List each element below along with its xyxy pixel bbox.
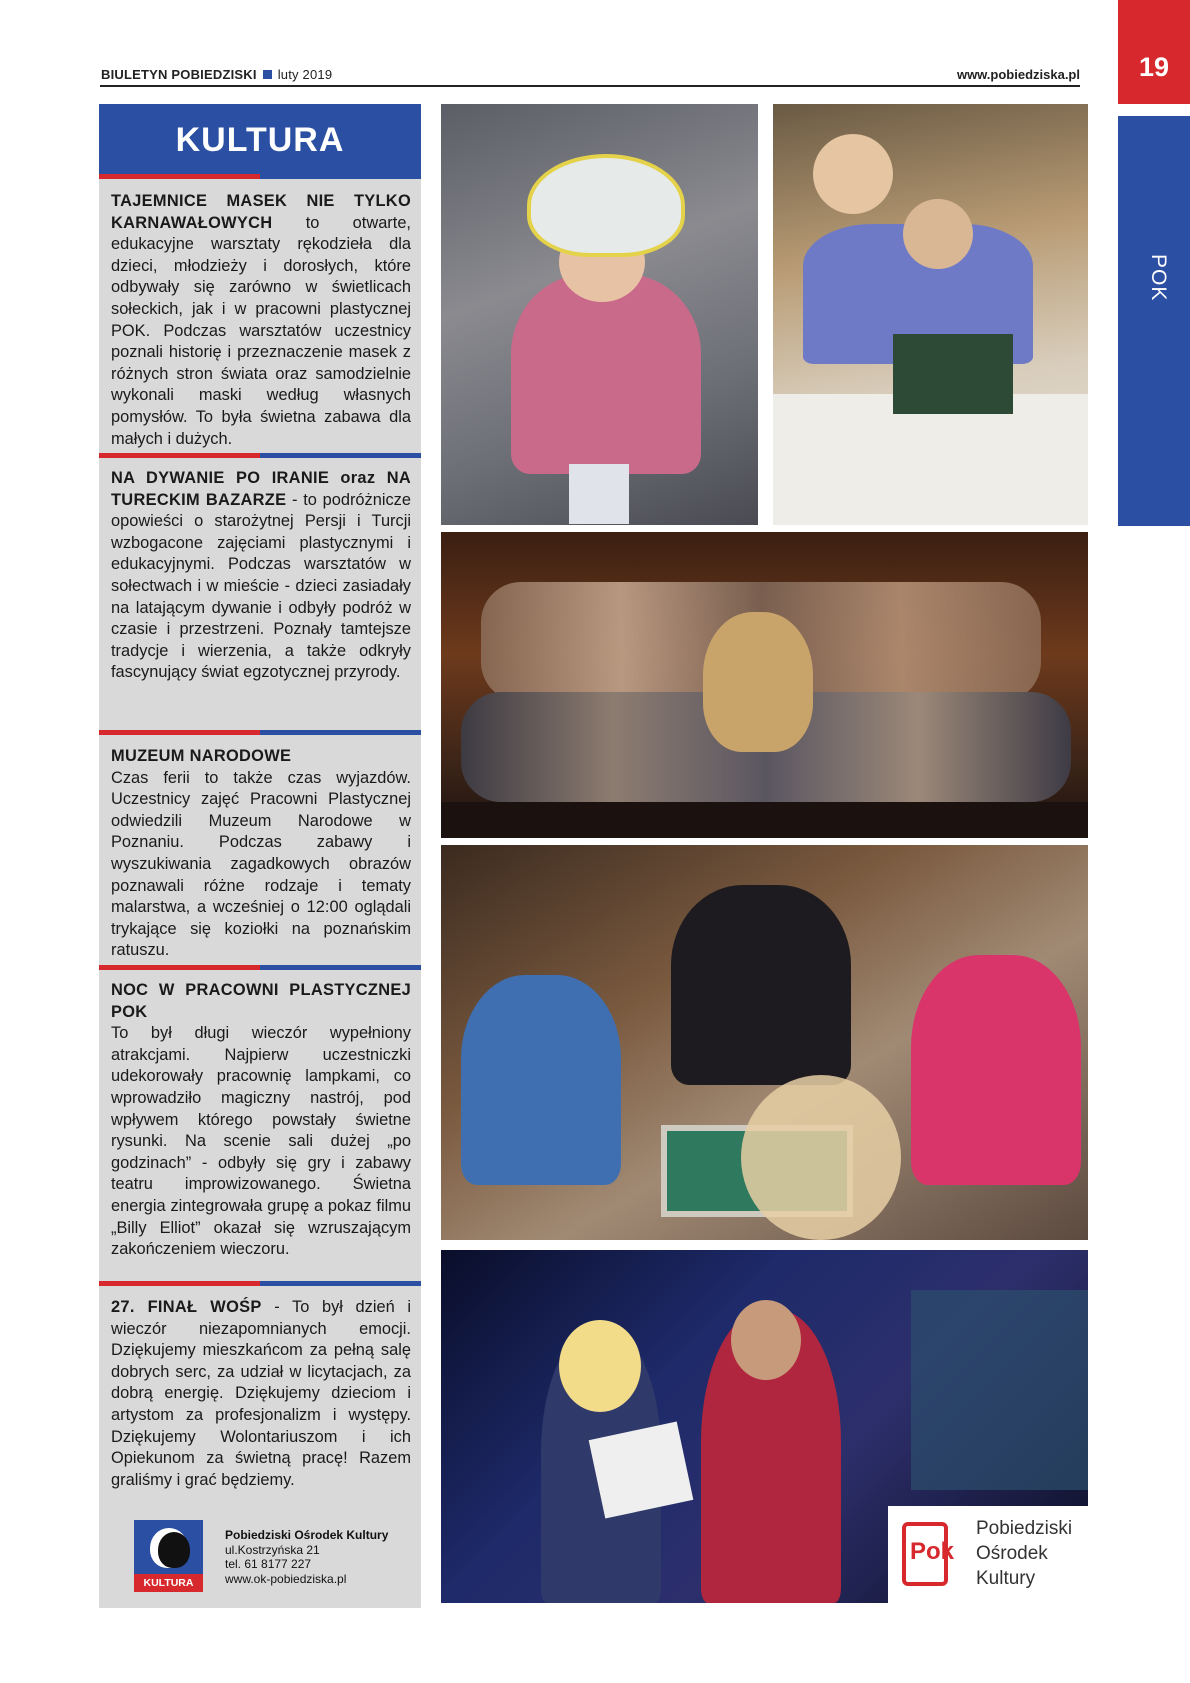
photo-shape xyxy=(703,612,813,752)
photo-shape xyxy=(461,975,621,1185)
article-heading: NA DYWANIE PO IRANIE oraz NA TURECKIM BAZARZE xyxy=(111,469,411,509)
article-masks xyxy=(111,191,411,450)
article-text: - To był dzień i wieczór niezapomnianych emocji. Dziękujemy mieszkańcom za pełną salę dobrych serc, za udział w licytacjach, za dobrą energię. Dziękujemy dzieciom i artystom za profesjonalizm i występy. Dziękujemy Wolontariuszom i ich Opiekunom za świetną pracę! Razem graliśmy i grać będziemy. xyxy=(111,1298,411,1489)
contact-address: ul.Kostrzyńska 21 xyxy=(225,1542,320,1557)
article-heading: NOC W PRACOWNI PLASTYCZNEJ POK xyxy=(111,981,411,1021)
pok-logo-line: Kultury xyxy=(976,1568,1036,1589)
article-heading: 27. FINAŁ WOŚP xyxy=(111,1298,262,1316)
article-text: To był długi wieczór wypełniony atrakcjami. Najpierw uczestniczki udekorowały pracownię lampkami, co wprowadziło magiczny nastrój, pod wpływem którego powstały świetne rysunki. Na scenie sali dużej „po godzinach” - odbyły się gry i zabawy teatru improwizowanego. Świetna energia zintegrowała grupę a pokaz filmu „Billy Elliot” okazał się wzruszającym zakończeniem wieczoru. xyxy=(111,1024,411,1259)
bulletin-title: BIULETYN POBIEDZISKI xyxy=(101,67,257,82)
contact-phone: tel. 61 8177 227 xyxy=(225,1557,312,1571)
website-link[interactable]: www.pobiedziska.pl xyxy=(956,67,1080,82)
header-divider xyxy=(100,85,1080,87)
photo-shape xyxy=(441,802,1088,838)
square-icon xyxy=(263,70,272,79)
article-museum xyxy=(111,746,411,962)
pok-logo-letters: Pok xyxy=(910,1538,955,1565)
photo-group-stage xyxy=(441,532,1088,838)
photo-shape xyxy=(569,464,629,524)
pok-logo xyxy=(888,1506,1088,1603)
article-text: to otwarte, edukacyjne warsztaty rękodzieła dla dzieci, młodzieży i dorosłych, które odbywały się zarówno w świetlicach sołeckich, jak i w pracowni plastycznej POK. Podczas warsztatów uczestnicy poznali historię i przeznaczenie masek z różnych stron świata oraz samodzielnie wykonali maski według własnych pomysłów. To była świetna zabawa dla małych i dużych. xyxy=(111,213,411,448)
contact-block xyxy=(225,1528,388,1586)
photo-shape xyxy=(903,199,973,269)
photo-shape xyxy=(893,334,1013,414)
photo-painting-kids xyxy=(773,104,1088,525)
divider-stripe xyxy=(99,174,421,179)
contact-org: Pobiedziski Ośrodek Kultury xyxy=(225,1528,389,1542)
pok-logo-text xyxy=(976,1516,1072,1591)
photo-shape xyxy=(731,1300,801,1380)
section-side-tab xyxy=(1118,116,1190,526)
divider-stripe xyxy=(99,1281,421,1286)
article-heading: TAJEMNICE MASEK NIE TYLKO KARNAWAŁOWYCH xyxy=(111,192,411,232)
divider-stripe xyxy=(99,730,421,735)
contact-web[interactable]: www.ok-pobiedziska.pl xyxy=(225,1571,347,1586)
article-wosp xyxy=(111,1297,411,1491)
photo-marbling-workshop xyxy=(441,845,1088,1240)
photo-shape xyxy=(741,1075,901,1240)
kultura-logo-band xyxy=(134,1574,203,1592)
theatre-mask-icon xyxy=(158,1532,190,1568)
article-heading: MUZEUM NARODOWE xyxy=(111,747,292,765)
issue-date: luty 2019 xyxy=(277,67,333,82)
photo-shape xyxy=(911,1290,1088,1490)
page-number: 19 xyxy=(1138,52,1170,82)
photo-mask-girl xyxy=(441,104,758,525)
pok-logo-mark xyxy=(902,1522,955,1586)
photo-shape xyxy=(511,274,701,474)
photo-shape xyxy=(559,1320,641,1412)
photo-shape xyxy=(671,885,851,1085)
photo-shape xyxy=(589,1422,694,1519)
article-text: Czas ferii to także czas wyjazdów. Uczestnicy zajęć Pracowni Plastycznej odwiedzili Muzeum Narodowe w Poznaniu. Podczas zabawy i wyszukiwania zagadkowych obrazów poznawali różne rodzaje i tematy malarstwa, a wcześniej o 12:00 oglądali trykające się koziołki na poznańskim ratuszu. xyxy=(111,768,411,960)
column-title: KULTURA xyxy=(175,121,345,159)
kultura-logo xyxy=(134,1520,203,1592)
article-text: - to podróżnicze opowieści o starożytnej Persji i Turcji wzbogacone zajęciami plastycznymi i edukacyjnymi. Podczas warsztatów w sołectwach i w mieście - dzieci zasiadały na latającym dywanie i odbyły podróż w czasie i przestrzeni. Poznały tamtejsze tradycje i wierzenia, a także odkryły fascynujący świat egzotycznej przyrody. xyxy=(111,490,411,682)
photo-shape xyxy=(813,134,893,214)
bulletin-header xyxy=(101,67,332,82)
photo-shape xyxy=(911,955,1081,1185)
divider-stripe xyxy=(99,965,421,970)
photo-shape xyxy=(527,154,685,257)
page-number-tab xyxy=(1118,0,1190,104)
column-title-box xyxy=(99,104,421,176)
section-side-label: POK xyxy=(1147,254,1170,302)
article-night xyxy=(111,980,411,1261)
article-carpet xyxy=(111,468,411,684)
pok-logo-line: Ośrodek xyxy=(976,1543,1048,1564)
pok-logo-line: Pobiedziski xyxy=(976,1518,1073,1539)
kultura-logo-label: KULTURA xyxy=(143,1577,194,1589)
divider-stripe xyxy=(99,453,421,458)
